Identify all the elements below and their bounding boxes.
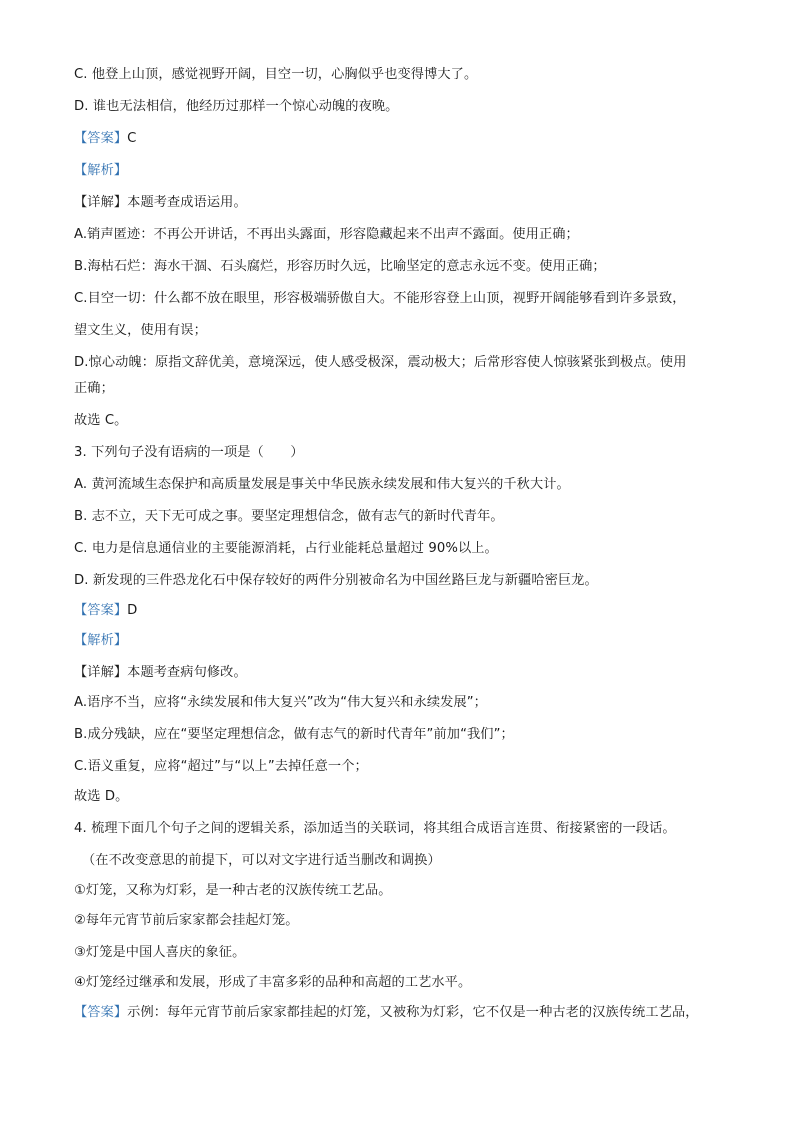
q3-expl-a: A.语序不当，应将“永续发展和伟大复兴”改为“伟大复兴和永续发展”； [74,695,487,710]
detail-intro: 本题考查成语运用。 [127,195,247,210]
q2-detail [74,194,247,212]
q2-expl-c-2: 望文生义，使用有误； [74,323,207,338]
q3-stem: 3. 下列句子没有语病的一项是（ ） [74,445,304,460]
q3-detail [74,664,247,682]
detail-intro: 本题考查病句修改。 [127,665,247,680]
q3-option-c: C. 电力是信息通信业的主要能源消耗，占行业能耗总量超过 90%以上。 [74,541,498,556]
q2-option-d: D. 谁也无法相信，他经历过那样一个惊心动魄的夜晚。 [74,99,399,114]
q2-option-c: C. 他登上山顶，感觉视野开阔，目空一切，心胸似乎也变得博大了。 [74,67,478,82]
q3-option-a: A. 黄河流域生态保护和高质量发展是事关中华民族永续发展和伟大复兴的千秋大计。 [74,477,570,492]
q3-analysis-tag: 【解析】 [74,633,128,648]
answer-value: C [127,131,137,146]
q3-answer [74,602,137,620]
q4-sentence-1: ①灯笼，又称为灯彩，是一种古老的汉族传统工艺品。 [74,883,392,898]
q4-stem: 4. 梳理下面几个句子之间的逻辑关系，添加适当的关联词，将其组合成语言连贯、衔接紧密的一段话。 [74,821,676,836]
detail-tag: 【详解】 [74,665,128,680]
q3-expl-b: B.成分残缺，应在“要坚定理想信念，做有志气的新时代青年”前加“我们”； [74,727,514,742]
answer-text: 示例：每年元宵节前后家家都挂起的灯笼，又被称为灯彩，它不仅是一种古老的汉族传统工艺品， [127,1005,699,1020]
q2-expl-d-2: 正确； [74,381,114,396]
detail-tag: 【详解】 [74,195,128,210]
q2-expl-c-1: C.目空一切：什么都不放在眼里，形容极端骄傲自大。不能形容登上山顶，视野开阔能够看到许多景致， [74,291,686,306]
answer-value: D [127,603,138,618]
answer-tag: 【答案】 [74,1005,128,1020]
q3-expl-c: C.语义重复，应将“超过”与“以上”去掉任意一个； [74,759,368,774]
q4-sentence-2: ②每年元宵节前后家家都会挂起灯笼。 [74,913,299,928]
q2-expl-b: B.海枯石烂：海水干涸、石头腐烂，形容历时久远，比喻坚定的意志永远不变。使用正确； [74,259,606,274]
answer-tag: 【答案】 [74,131,128,146]
q3-option-d: D. 新发现的三件恐龙化石中保存较好的两件分别被命名为中国丝路巨龙与新疆哈密巨龙。 [74,573,598,588]
q2-answer [74,130,136,148]
q2-analysis-tag: 【解析】 [74,163,128,178]
q4-note: （在不改变意思的前提下，可以对文字进行适当删改和调换） [82,853,441,868]
q4-answer [74,1004,699,1022]
answer-tag: 【答案】 [74,603,128,618]
q2-conclusion: 故选 C。 [74,413,128,428]
q4-sentence-4: ④灯笼经过继承和发展，形成了丰富多彩的品种和高超的工艺水平。 [74,975,472,990]
q4-sentence-3: ③灯笼是中国人喜庆的象征。 [74,945,246,960]
q3-option-b: B. 志不立，天下无可成之事。要坚定理想信念，做有志气的新时代青年。 [74,509,504,524]
q2-expl-a: A.销声匿迹：不再公开讲话，不再出头露面，形容隐藏起来不出声不露面。使用正确； [74,227,579,242]
q2-expl-d-1: D.惊心动魄：原指文辞优美，意境深远，使人感受极深，震动极大；后常形容使人惊骇紧张到极点。使用 [74,355,687,370]
q3-conclusion: 故选 D。 [74,789,129,804]
